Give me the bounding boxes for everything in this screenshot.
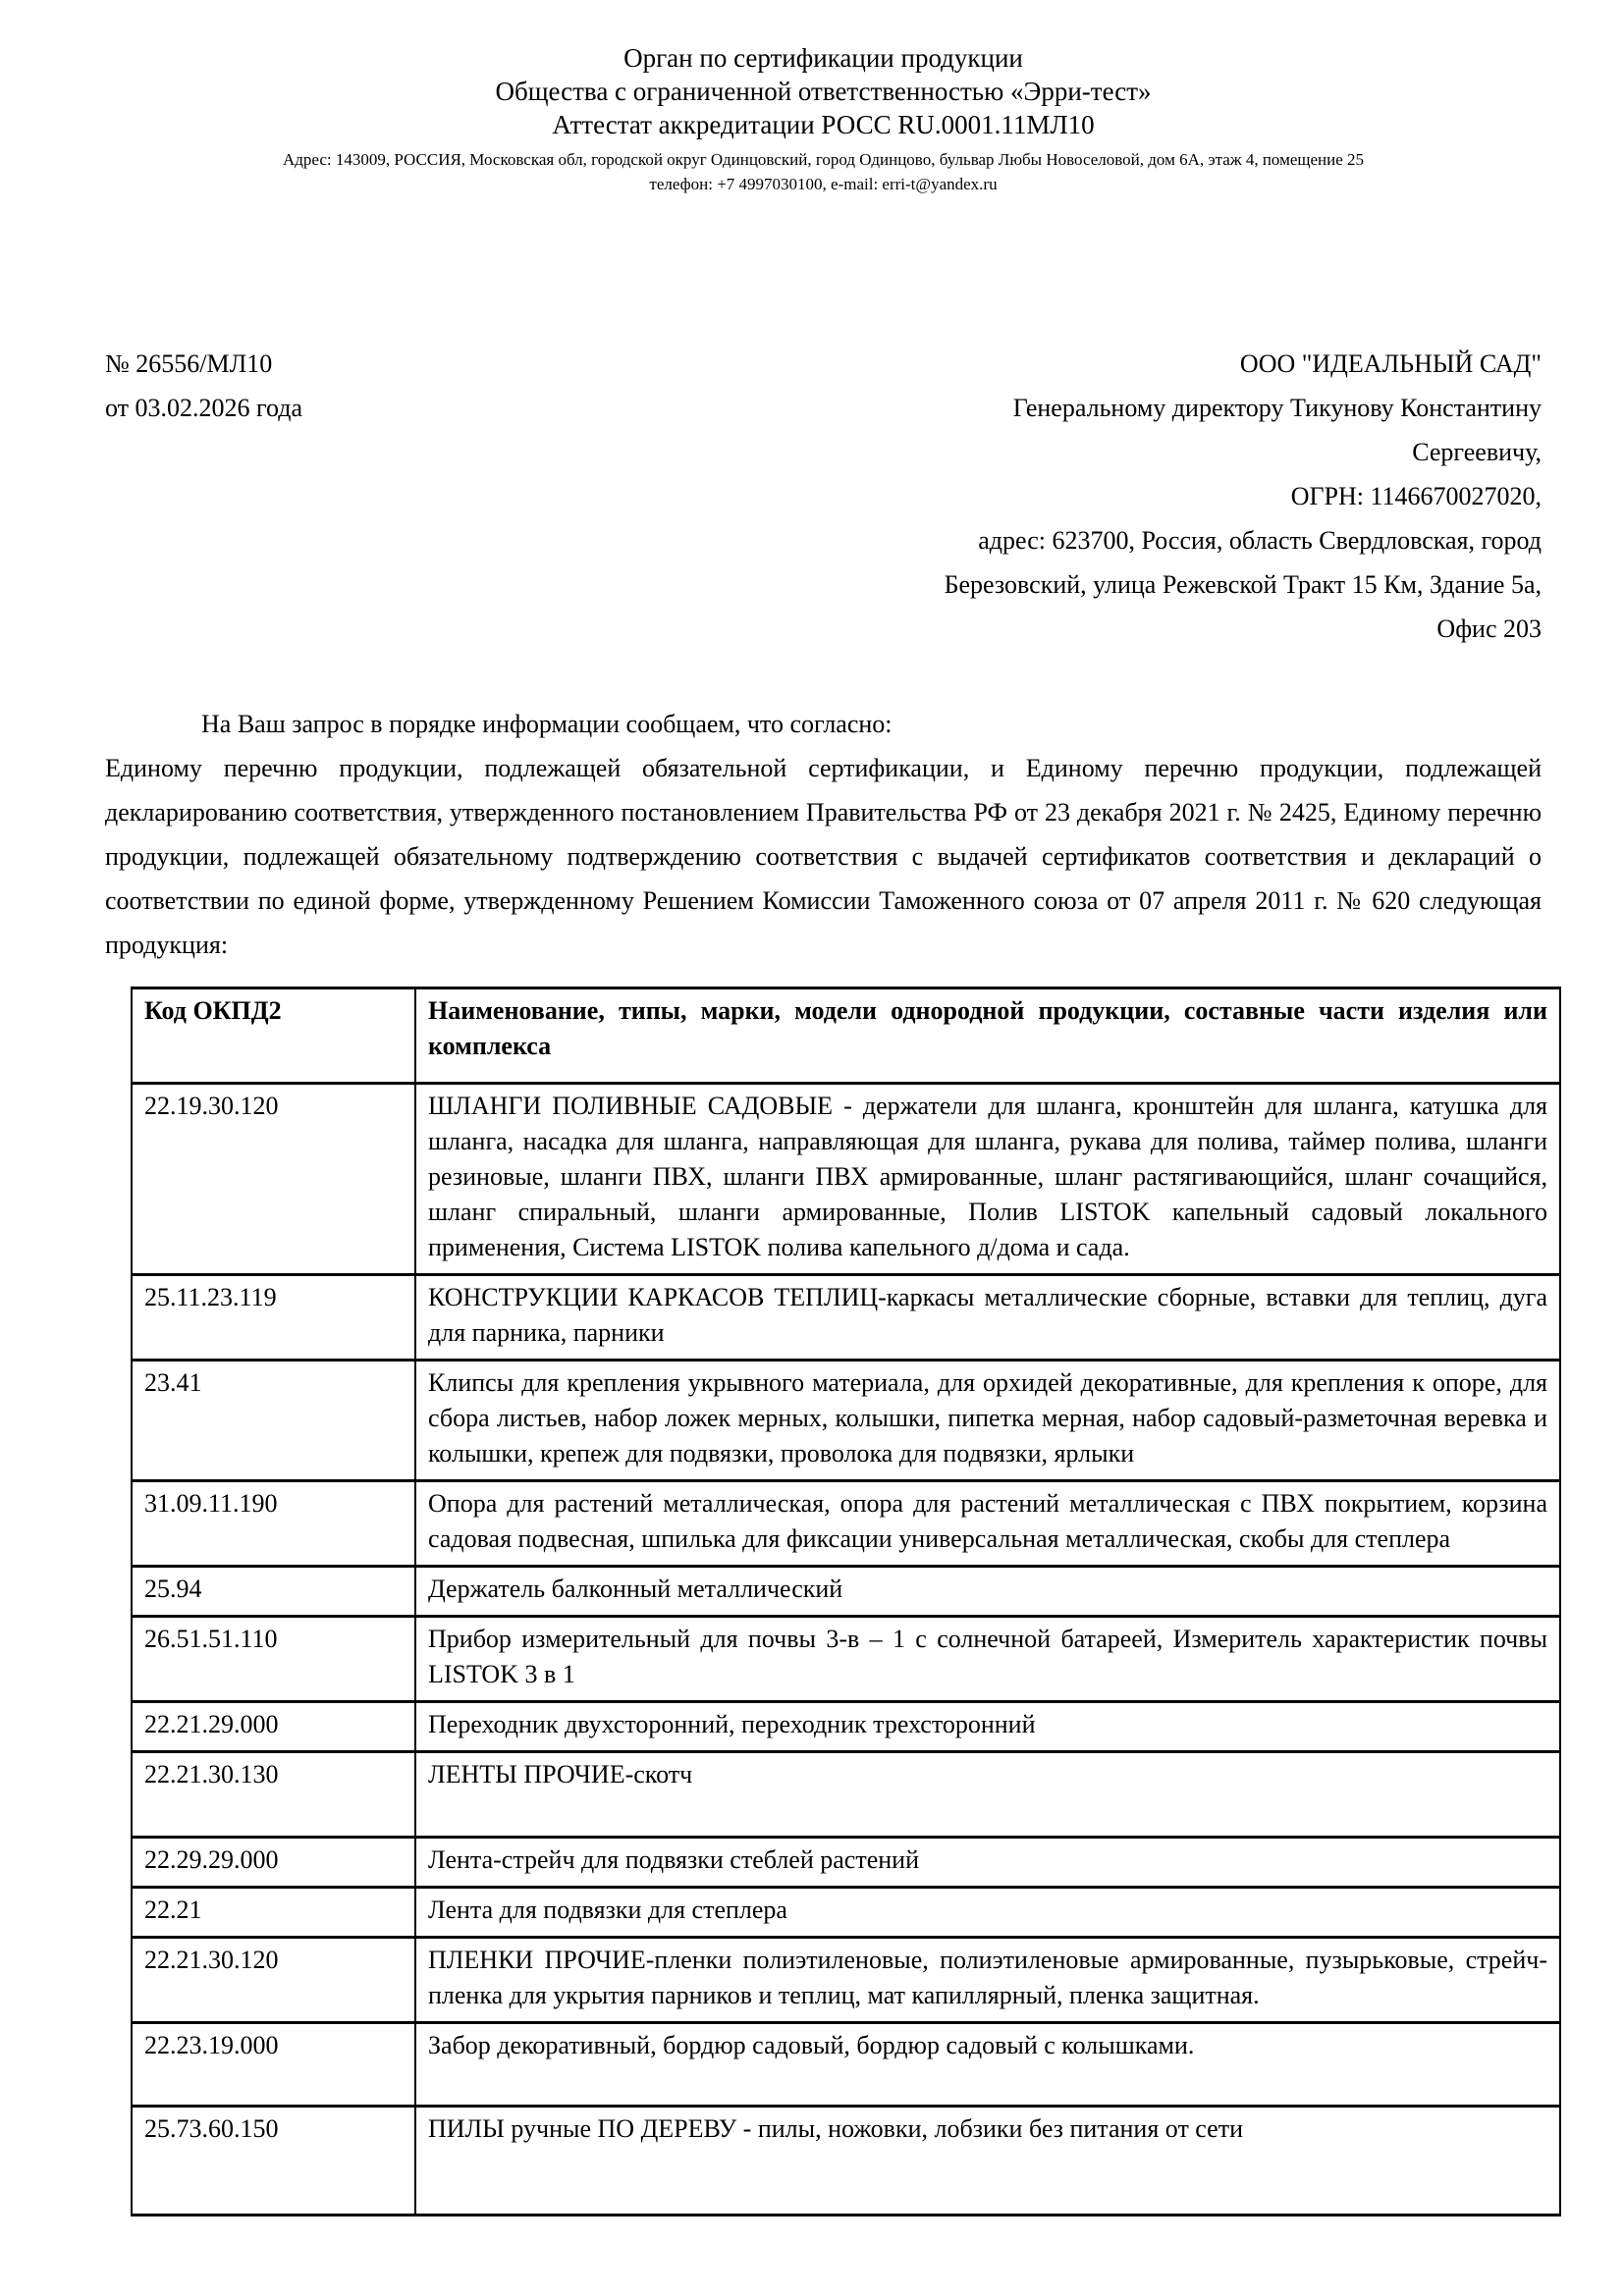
product-description: Клипсы для крепления укрывного материала, для орхидей декоративные, для крепления к опоре, для сбора листьев, набор ложек мерных, колышки, пипетка мерная, набор садовый-разметочная веревка и колышки, крепеж для подвязки, проволока для подвязки, ярлыки — [415, 1361, 1560, 1481]
product-description: Опора для растений металлическая, опора для растений металлическая с ПВХ покрытием, корзина садовая подвесная, шпилька для фиксации универсальная металлическая, скобы для степлера — [415, 1481, 1560, 1567]
org-phone-email: телефон: +7 4997030100, e-mail: erri-t@yandex.ru — [649, 175, 998, 193]
okpd2-code: 25.11.23.119 — [132, 1275, 415, 1361]
org-title-line1: Орган по сертификации продукции — [623, 43, 1023, 73]
okpd2-code: 22.21.29.000 — [132, 1702, 415, 1752]
okpd2-code: 25.73.60.150 — [132, 2107, 415, 2216]
product-description: ШЛАНГИ ПОЛИВНЫЕ САДОВЫЕ - держатели для шланга, кронштейн для шланга, катушка для шланга, насадка для шланга, направляющая для шланга, рукава для полива, таймер полива, шланги резиновые, шланги ПВХ, шланги ПВХ армированные, шланг растягивающийся, шланг сочащийся, шланг спиральный, шланги армированные, Полив LISTOK капельный садовый локального применения, Система LISTOK полива капельного д/дома и сада. — [415, 1084, 1560, 1275]
table-row — [132, 1084, 1560, 1275]
table-row — [132, 1702, 1560, 1752]
letterhead-contacts — [105, 147, 1542, 196]
org-address: Адрес: 143009, РОССИЯ, Московская обл, городской округ Одинцовский, город Одинцово, бульвар Любы Новоселовой, дом 6А, этаж 4, помещение 25 — [282, 150, 1365, 169]
product-description: Переходник двухсторонний, переходник трехсторонний — [415, 1702, 1560, 1752]
okpd2-code: 25.94 — [132, 1567, 415, 1617]
product-description: Лента для подвязки для степлера — [415, 1888, 1560, 1938]
reference-block — [105, 342, 302, 430]
recipient-ogrn: ОГРН: 1146670027020, — [1290, 482, 1542, 510]
table-row — [132, 1838, 1560, 1888]
product-description: ЛЕНТЫ ПРОЧИЕ-скотч — [415, 1752, 1560, 1838]
okpd2-code: 31.09.11.190 — [132, 1481, 415, 1567]
product-description: Прибор измерительный для почвы 3-в – 1 с солнечной батареей, Измеритель характеристик почвы LISTOK 3 в 1 — [415, 1617, 1560, 1702]
accreditation-line: Аттестат аккредитации РОСС RU.0001.11МЛ10 — [552, 110, 1095, 139]
okpd2-code: 26.51.51.110 — [132, 1617, 415, 1702]
table-row — [132, 2023, 1560, 2107]
recipient-company: ООО "ИДЕАЛЬНЫЙ САД" — [1239, 349, 1542, 378]
okpd2-code: 22.19.30.120 — [132, 1084, 415, 1275]
header-okpd2-code: Код ОКПД2 — [132, 988, 415, 1084]
product-description: ПИЛЫ ручные ПО ДЕРЕВУ - пилы, ножовки, лобзики без питания от сети — [415, 2107, 1560, 2216]
table-row — [132, 1752, 1560, 1838]
letter-date: от 03.02.2026 года — [105, 394, 303, 422]
letter-number: № 26556/МЛ10 — [105, 349, 273, 378]
okpd2-code: 23.41 — [132, 1361, 415, 1481]
product-description: Забор декоративный, бордюр садовый, бордюр садовый с колышками. — [415, 2023, 1560, 2107]
table-row — [132, 1361, 1560, 1481]
table-row — [132, 1567, 1560, 1617]
table-row — [132, 1481, 1560, 1567]
product-description: Держатель балконный металлический — [415, 1567, 1560, 1617]
table-row — [132, 1617, 1560, 1702]
recipient-director-line2: Сергеевичу, — [1412, 438, 1542, 466]
products-table-body — [132, 1084, 1560, 2216]
letter-body — [105, 702, 1542, 967]
letterhead — [105, 41, 1542, 196]
org-title-line2: Общества с ограниченной ответственностью «Эрри-тест» — [495, 77, 1152, 106]
table-row — [132, 1888, 1560, 1938]
header-product-description: Наименование, типы, марки, модели однородной продукции, составные части изделия или комплекса — [415, 988, 1560, 1084]
body-paragraph: Единому перечню продукции, подлежащей обязательной сертификации, и Единому перечню продукции, подлежащей декларированию соответствия, утвержденного постановлением Правительства РФ от 23 декабря 2021 г. № 2425, Единому перечню продукции, подлежащей обязательному подтверждению соответствия с выдачей сертификатов соответствия и деклараций о соответствии по единой форме, утвержденному Решением Комиссии Таможенного союза от 07 апреля 2011 г. № 620 следующая продукция: — [105, 754, 1542, 959]
okpd2-code: 22.21.30.130 — [132, 1752, 415, 1838]
recipient-director-line1: Генеральному директору Тикунову Константину — [1012, 394, 1542, 422]
okpd2-code: 22.23.19.000 — [132, 2023, 415, 2107]
products-table — [131, 987, 1561, 2216]
table-row — [132, 1275, 1560, 1361]
recipient-block — [945, 342, 1542, 651]
okpd2-code: 22.21 — [132, 1888, 415, 1938]
okpd2-code: 22.21.30.120 — [132, 1938, 415, 2023]
product-description: ПЛЕНКИ ПРОЧИЕ-пленки полиэтиленовые, полиэтиленовые армированные, пузырьковые, стрейч-пленка для укрытия парников и теплиц, мат капиллярный, пленка защитная. — [415, 1938, 1560, 2023]
product-description: КОНСТРУКЦИИ КАРКАСОВ ТЕПЛИЦ-каркасы металлические сборные, вставки для теплиц, дуга для парника, парники — [415, 1275, 1560, 1361]
table-header-row — [132, 988, 1560, 1084]
recipient-address-line2: Березовский, улица Режевской Тракт 15 Км, Здание 5а, — [944, 570, 1542, 599]
recipient-address-line3: Офис 203 — [1436, 614, 1542, 643]
okpd2-code: 22.29.29.000 — [132, 1838, 415, 1888]
recipient-address-line1: адрес: 623700, Россия, область Свердловская, город — [978, 526, 1542, 555]
body-intro: На Ваш запрос в порядке информации сообщаем, что согласно: — [201, 710, 893, 738]
reference-recipient-row — [105, 342, 1542, 651]
products-table-head — [132, 988, 1560, 1084]
product-description: Лента-стрейч для подвязки стеблей растений — [415, 1838, 1560, 1888]
table-row — [132, 1938, 1560, 2023]
table-row — [132, 2107, 1560, 2216]
